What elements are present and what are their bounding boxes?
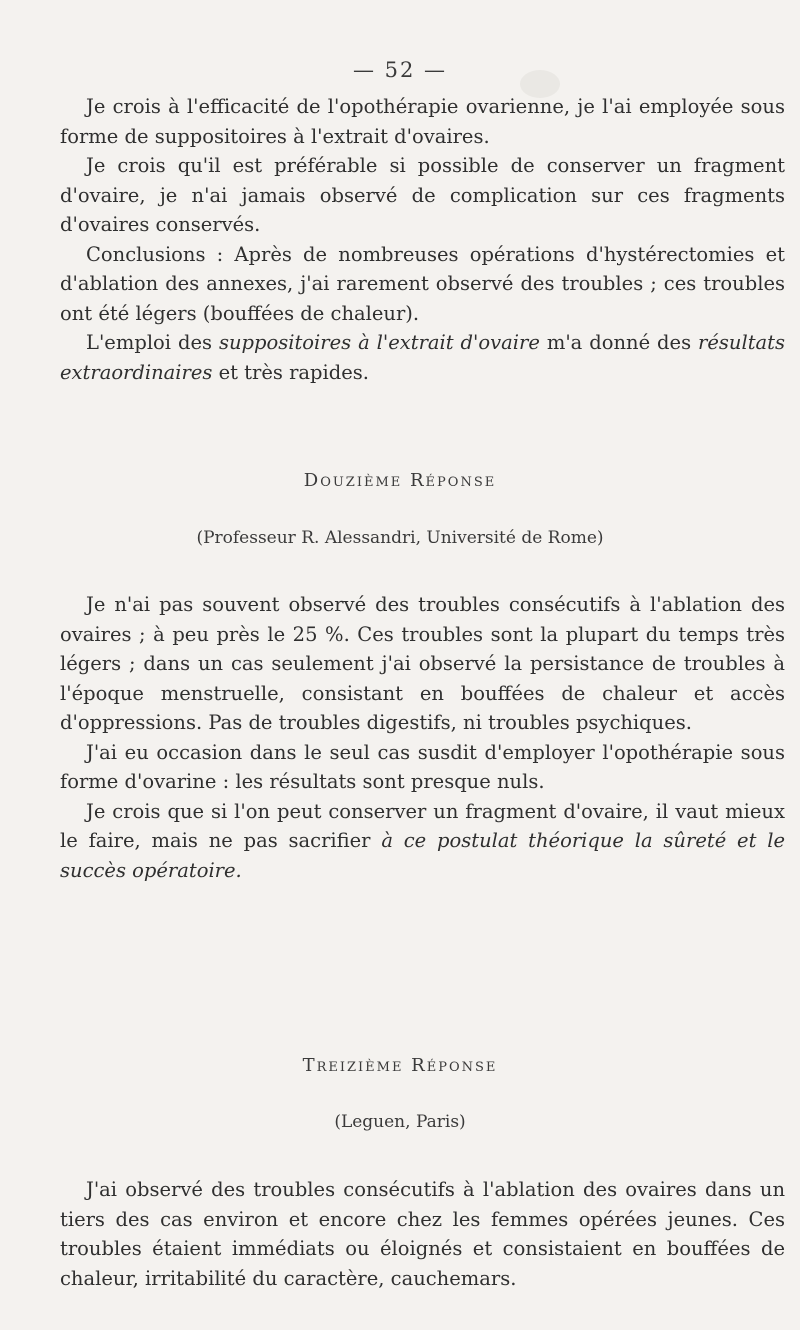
text-span: m'a donné des: [539, 331, 699, 354]
section-heading: Treizième Réponse: [302, 1055, 498, 1076]
text-span: L'emploi des: [86, 331, 219, 354]
text-span: Je crois que si l'on peut conserver un fragment d'ovaire, il vaut mieux le faire, mais ne pas sacrifier: [60, 799, 785, 852]
paragraph: Je n'ai pas souvent observé des troubles consécutifs à l'ablation des ovaires ; à peu près le 25 %. Ces troubles sont la plupart du temps très légers ; dans un cas seulement j'ai observé la persistance de troubles à l'époque menstruelle, consistant en bouffées de chaleur et accès d'oppressions. Pas de troubles digestifs, ni troubles psychiques.: [60, 593, 785, 734]
text-span: et très rapides.: [212, 360, 369, 384]
section-heading: Douzième Réponse: [303, 470, 497, 491]
italic-text: à ce postulat théorique la sûreté et le succès opératoire.: [60, 829, 785, 882]
italic-text: suppositoires à l'extrait d'ovaire: [218, 331, 540, 354]
paragraph: [60, 328, 785, 387]
paragraph: Je crois qu'il est préférable si possible de conserver un fragment d'ovaire, je n'ai jamais observé de complication sur ces fragments d'ovaires conservés.: [60, 154, 785, 236]
paragraph: [60, 797, 785, 886]
italic-text: résultats extraordinaires: [60, 331, 786, 384]
thirteenth-response-text: [60, 1175, 785, 1293]
paragraph: Je crois à l'efficacité de l'opothérapie ovarienne, je l'ai employée sous forme de suppositoires à l'extrait d'ovaires.: [60, 95, 785, 148]
page-number: — 52 —: [352, 58, 448, 82]
twelfth-response-text: [60, 590, 785, 885]
section-attribution: (Leguen, Paris): [334, 1112, 466, 1132]
paragraph: J'ai eu occasion dans le seul cas susdit d'employer l'opothérapie sous forme d'ovarine : les résultats sont presque nuls.: [60, 740, 785, 793]
paragraph: J'ai observé des troubles consécutifs à l'ablation des ovaires dans un tiers des cas environ et encore chez les femmes opérées jeunes. Ces troubles étaient immédiats ou éloignés et consistaient en bouffées de chaleur, irritabilité du caractère, cauchemars.: [60, 1178, 785, 1290]
paragraph: Conclusions : Après de nombreuses opérations d'hystérectomies et d'ablation des annexes, j'ai rarement observé des troubles ; ces troubles ont été légers (bouffées de chaleur).: [60, 242, 785, 325]
previous-response-text: [60, 92, 785, 387]
section-attribution: (Professeur R. Alessandri, Université de Rome): [196, 528, 604, 548]
